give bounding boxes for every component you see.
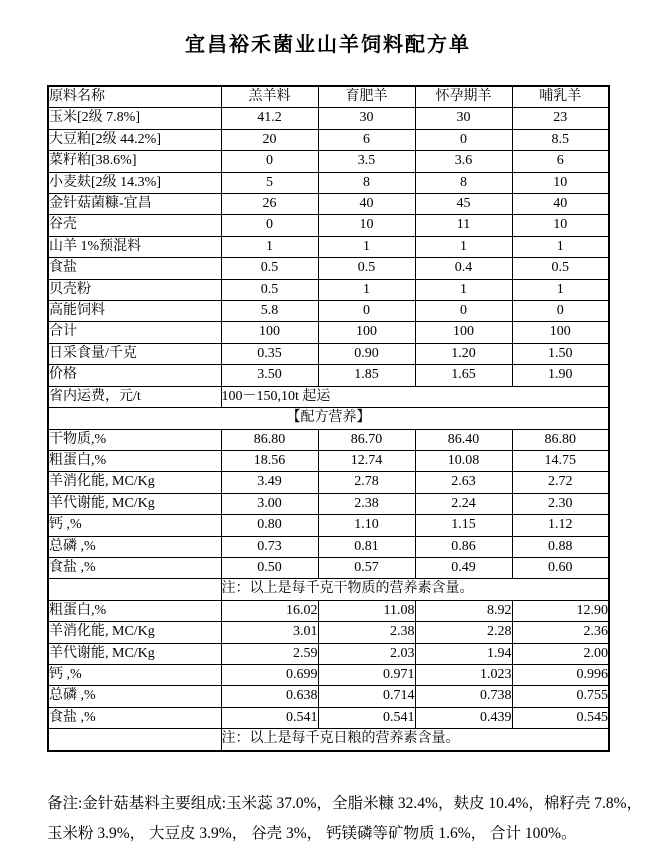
value-cell: 2.38 — [318, 493, 415, 514]
table-row — [48, 686, 609, 707]
row-label: 钙 ,% — [48, 515, 221, 536]
table-row — [48, 322, 609, 343]
value-cell: 0.73 — [221, 536, 318, 557]
value-cell: 1.65 — [415, 365, 512, 386]
table-row — [48, 472, 609, 493]
span-cell: 100－150,10t 起运 — [221, 386, 609, 407]
value-cell: 0 — [512, 301, 609, 322]
row-label: 羊消化能, MC/Kg — [48, 622, 221, 643]
row-label: 干物质,% — [48, 429, 221, 450]
value-cell: 0.971 — [318, 664, 415, 685]
value-cell: 0 — [318, 301, 415, 322]
value-cell: 0.5 — [221, 258, 318, 279]
value-cell: 100 — [415, 322, 512, 343]
value-cell: 40 — [318, 194, 415, 215]
value-cell: 1 — [318, 279, 415, 300]
section-header-cell: 【配方营养】 — [48, 408, 609, 429]
value-cell: 0.86 — [415, 536, 512, 557]
table-row — [48, 622, 609, 643]
value-cell: 0 — [221, 151, 318, 172]
value-cell: 41.2 — [221, 108, 318, 129]
value-cell: 0.5 — [221, 279, 318, 300]
value-cell: 100 — [318, 322, 415, 343]
value-cell: 0.49 — [415, 557, 512, 578]
value-cell: 1.85 — [318, 365, 415, 386]
value-cell: 18.56 — [221, 450, 318, 471]
value-cell: 3.5 — [318, 151, 415, 172]
value-cell: 1 — [512, 236, 609, 257]
table-row — [48, 557, 609, 578]
page-title: 宜昌裕禾菌业山羊饲料配方单 — [185, 34, 471, 56]
table-row — [48, 408, 609, 429]
row-label: 羊消化能, MC/Kg — [48, 472, 221, 493]
value-cell: 1 — [512, 279, 609, 300]
value-cell: 86.70 — [318, 429, 415, 450]
value-cell: 0.4 — [415, 258, 512, 279]
table-row — [48, 194, 609, 215]
row-label: 合计 — [48, 322, 221, 343]
row-label — [48, 729, 221, 751]
table-row — [48, 108, 609, 129]
value-cell: 0.90 — [318, 343, 415, 364]
value-cell: 0.541 — [318, 707, 415, 728]
row-label: 谷壳 — [48, 215, 221, 236]
row-label: 钙 ,% — [48, 664, 221, 685]
value-cell: 1 — [415, 236, 512, 257]
footnote — [47, 789, 647, 849]
value-cell: 1.50 — [512, 343, 609, 364]
table-row — [48, 664, 609, 685]
row-label: 食盐 ,% — [48, 557, 221, 578]
value-cell: 20 — [221, 129, 318, 150]
column-header: 原料名称 — [48, 86, 221, 108]
row-label: 粗蛋白,% — [48, 600, 221, 621]
value-cell: 2.03 — [318, 643, 415, 664]
row-label: 价格 — [48, 365, 221, 386]
value-cell: 10 — [512, 172, 609, 193]
value-cell: 6 — [318, 129, 415, 150]
table-row — [48, 365, 609, 386]
value-cell: 1 — [415, 279, 512, 300]
value-cell: 30 — [318, 108, 415, 129]
table-row — [48, 536, 609, 557]
header-row — [48, 86, 609, 108]
value-cell: 5.8 — [221, 301, 318, 322]
value-cell: 0.5 — [512, 258, 609, 279]
value-cell: 1 — [221, 236, 318, 257]
value-cell: 8.92 — [415, 600, 512, 621]
value-cell: 1.12 — [512, 515, 609, 536]
value-cell: 23 — [512, 108, 609, 129]
value-cell: 0 — [415, 301, 512, 322]
value-cell: 0.81 — [318, 536, 415, 557]
value-cell: 40 — [512, 194, 609, 215]
row-label: 省内运费，元/t — [48, 386, 221, 407]
value-cell: 0.755 — [512, 686, 609, 707]
value-cell: 16.02 — [221, 600, 318, 621]
table-row — [48, 429, 609, 450]
column-header: 羔羊料 — [221, 86, 318, 108]
value-cell: 1.023 — [415, 664, 512, 685]
value-cell: 10 — [318, 215, 415, 236]
value-cell: 26 — [221, 194, 318, 215]
table-row — [48, 258, 609, 279]
value-cell: 100 — [512, 322, 609, 343]
value-cell: 86.80 — [221, 429, 318, 450]
row-label: 贝壳粉 — [48, 279, 221, 300]
row-label: 羊代谢能, MC/Kg — [48, 643, 221, 664]
value-cell: 11 — [415, 215, 512, 236]
value-cell: 3.6 — [415, 151, 512, 172]
footnote-line: 玉米粉 3.9%， 大豆皮 3.9%， 谷壳 3%， 钙镁磷等矿物质 1.6%， 合计 100%。 — [47, 825, 577, 842]
value-cell: 1.90 — [512, 365, 609, 386]
value-cell: 0.60 — [512, 557, 609, 578]
row-label: 食盐 — [48, 258, 221, 279]
value-cell: 1.10 — [318, 515, 415, 536]
value-cell: 86.80 — [512, 429, 609, 450]
row-label: 山羊 1%预混料 — [48, 236, 221, 257]
value-cell: 14.75 — [512, 450, 609, 471]
row-label: 羊代谢能, MC/Kg — [48, 493, 221, 514]
value-cell: 0.545 — [512, 707, 609, 728]
value-cell: 8.5 — [512, 129, 609, 150]
column-header: 育肥羊 — [318, 86, 415, 108]
table-row — [48, 386, 609, 407]
value-cell: 8 — [415, 172, 512, 193]
value-cell: 2.28 — [415, 622, 512, 643]
value-cell: 0.541 — [221, 707, 318, 728]
value-cell: 2.00 — [512, 643, 609, 664]
value-cell: 6 — [512, 151, 609, 172]
value-cell: 8 — [318, 172, 415, 193]
table-row — [48, 707, 609, 728]
value-cell: 1.20 — [415, 343, 512, 364]
table-row — [48, 279, 609, 300]
value-cell: 0 — [415, 129, 512, 150]
value-cell: 86.40 — [415, 429, 512, 450]
table-row — [48, 450, 609, 471]
value-cell: 0.996 — [512, 664, 609, 685]
value-cell: 0.439 — [415, 707, 512, 728]
value-cell: 0.80 — [221, 515, 318, 536]
table-row — [48, 493, 609, 514]
table-row — [48, 151, 609, 172]
value-cell: 0.699 — [221, 664, 318, 685]
feed-formula-table — [47, 85, 610, 752]
table-row — [48, 301, 609, 322]
span-cell: 注：以上是每千克日粮的营养素含量。 — [221, 729, 609, 751]
table-row — [48, 129, 609, 150]
value-cell: 3.49 — [221, 472, 318, 493]
value-cell: 2.63 — [415, 472, 512, 493]
value-cell: 2.72 — [512, 472, 609, 493]
row-label: 金针菇菌糠-宜昌 — [48, 194, 221, 215]
table-row — [48, 515, 609, 536]
value-cell: 1.94 — [415, 643, 512, 664]
row-label: 总磷 ,% — [48, 536, 221, 557]
value-cell: 3.50 — [221, 365, 318, 386]
table-row — [48, 215, 609, 236]
value-cell: 30 — [415, 108, 512, 129]
value-cell: 0.57 — [318, 557, 415, 578]
value-cell: 0.5 — [318, 258, 415, 279]
table-row — [48, 643, 609, 664]
value-cell: 0.738 — [415, 686, 512, 707]
value-cell: 0.50 — [221, 557, 318, 578]
value-cell: 45 — [415, 194, 512, 215]
value-cell: 10.08 — [415, 450, 512, 471]
value-cell: 12.90 — [512, 600, 609, 621]
column-header: 哺乳羊 — [512, 86, 609, 108]
value-cell: 0.35 — [221, 343, 318, 364]
value-cell: 1.15 — [415, 515, 512, 536]
row-label: 食盐 ,% — [48, 707, 221, 728]
span-cell: 注：以上是每千克干物质的营养素含量。 — [221, 579, 609, 600]
value-cell: 1 — [318, 236, 415, 257]
table-row — [48, 343, 609, 364]
value-cell: 11.08 — [318, 600, 415, 621]
table-row — [48, 729, 609, 751]
table-row — [48, 579, 609, 600]
row-label: 菜籽粕[38.6%] — [48, 151, 221, 172]
value-cell: 2.59 — [221, 643, 318, 664]
footnote-line: 备注:金针菇基料主要组成:玉米蕊 37.0%，全脂米糠 32.4%，麸皮 10.4%，棉籽壳 7.8%， — [47, 795, 643, 812]
value-cell: 2.36 — [512, 622, 609, 643]
value-cell: 0.638 — [221, 686, 318, 707]
feed-formula-table-body — [48, 86, 609, 751]
value-cell: 0.88 — [512, 536, 609, 557]
row-label: 大豆粕[2级 44.2%] — [48, 129, 221, 150]
row-label: 粗蛋白,% — [48, 450, 221, 471]
value-cell: 3.00 — [221, 493, 318, 514]
table-row — [48, 172, 609, 193]
row-label: 高能饲料 — [48, 301, 221, 322]
value-cell: 2.38 — [318, 622, 415, 643]
row-label: 总磷 ,% — [48, 686, 221, 707]
value-cell: 10 — [512, 215, 609, 236]
row-label: 小麦麸[2级 14.3%] — [48, 172, 221, 193]
column-header: 怀孕期羊 — [415, 86, 512, 108]
value-cell: 100 — [221, 322, 318, 343]
row-label: 玉米[2级 7.8%] — [48, 108, 221, 129]
value-cell: 0.714 — [318, 686, 415, 707]
table-row — [48, 236, 609, 257]
value-cell: 3.01 — [221, 622, 318, 643]
value-cell: 2.30 — [512, 493, 609, 514]
row-label — [48, 579, 221, 600]
value-cell: 5 — [221, 172, 318, 193]
value-cell: 2.78 — [318, 472, 415, 493]
value-cell: 2.24 — [415, 493, 512, 514]
table-row — [48, 600, 609, 621]
row-label: 日采食量/千克 — [48, 343, 221, 364]
value-cell: 12.74 — [318, 450, 415, 471]
value-cell: 0 — [221, 215, 318, 236]
